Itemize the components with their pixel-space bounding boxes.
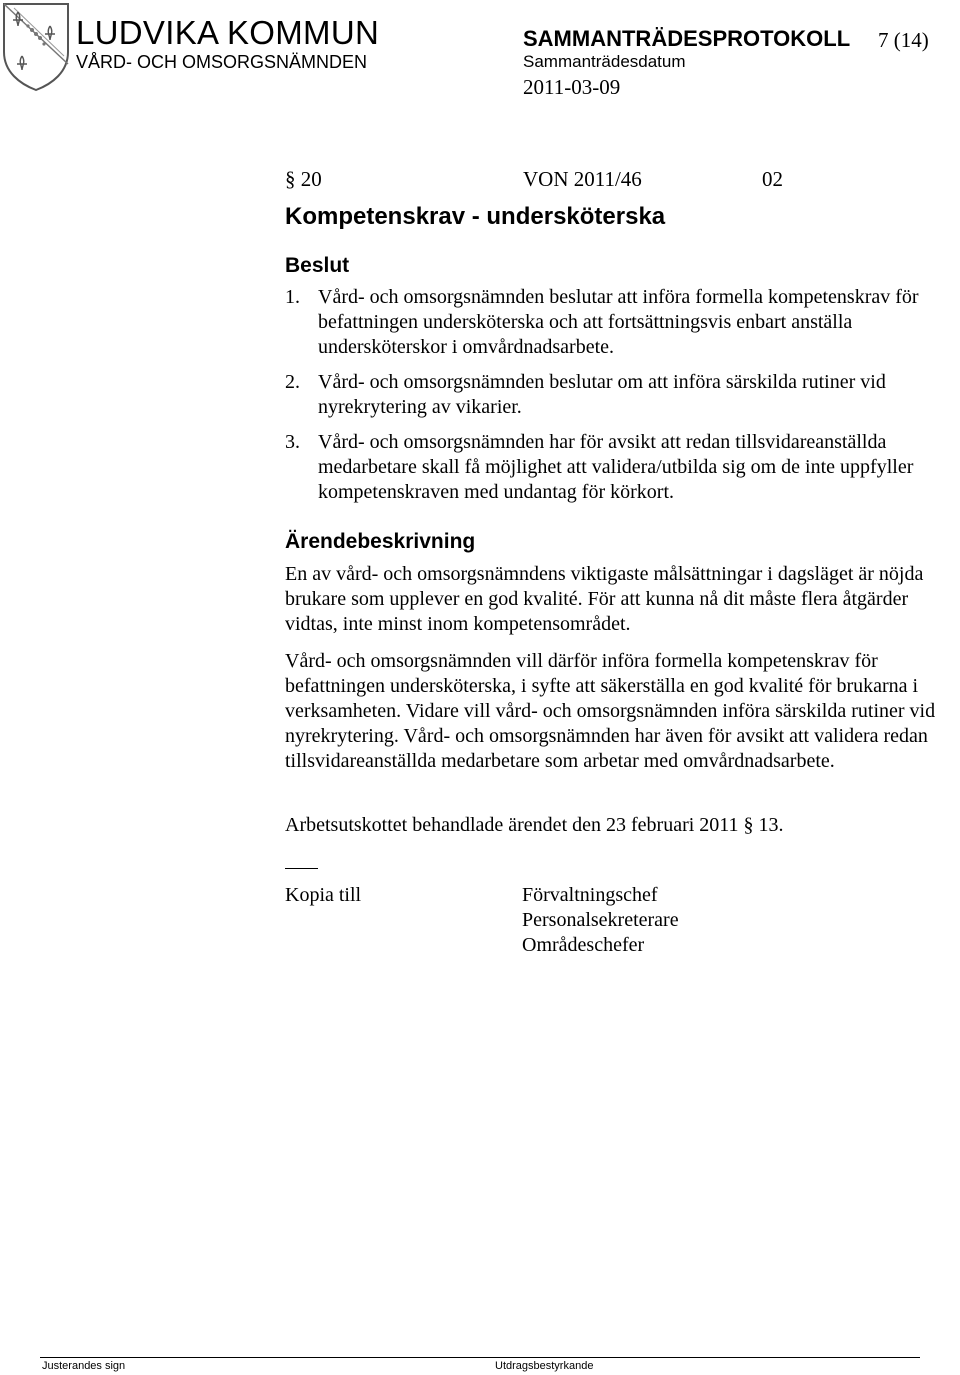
decision-number: 3. bbox=[285, 431, 300, 453]
case-reference: VON 2011/46 bbox=[523, 167, 642, 191]
decision-heading: Beslut bbox=[285, 254, 350, 277]
case-description-paragraph: En av vård- och omsorgsnämndens viktigaste målsättningar i dagsläget är nöjda brukare som upplever en god kvalité. För att kunna nå dit måste flera åtgärder vidtas, inte minst inom kompetensområdet. bbox=[285, 563, 924, 635]
separator-line bbox=[285, 868, 318, 869]
copy-recipient: Förvaltningschef bbox=[522, 884, 658, 906]
page-number: 7 (14) bbox=[878, 28, 929, 52]
municipality-coat-of-arms-logo bbox=[0, 0, 72, 92]
decision-text: Vård- och omsorgsnämnden har för avsikt att redan tillsvidareanställda medarbetare skall få möjlighet att validera/utbilda sig om de inte uppfyller kompetenskraven med undantag för körkort. bbox=[318, 431, 914, 503]
decision-list bbox=[285, 285, 945, 515]
decision-number: 1. bbox=[285, 286, 300, 308]
decision-item bbox=[285, 430, 945, 505]
paragraph-number: § 20 bbox=[285, 167, 322, 191]
organization-name: LUDVIKA KOMMUN bbox=[76, 14, 380, 51]
document-type: SAMMANTRÄDESPROTOKOLL bbox=[523, 26, 851, 51]
page-title: Kompetenskrav - undersköterska bbox=[285, 203, 666, 230]
copy-recipient: Personalsekreterare bbox=[522, 909, 679, 931]
meeting-date: 2011-03-09 bbox=[523, 75, 621, 99]
decision-number: 2. bbox=[285, 371, 300, 393]
meeting-date-label: Sammanträdesdatum bbox=[523, 52, 686, 71]
copy-to-label: Kopia till bbox=[285, 884, 362, 906]
decision-text: Vård- och omsorgsnämnden beslutar att införa formella kompetenskrav för befattningen undersköterska och att fortsättningsvis enbart anställa undersköterskor i omvårdnadsarbete. bbox=[318, 286, 919, 358]
department-name: VÅRD- OCH OMSORGSNÄMNDEN bbox=[76, 52, 368, 72]
footer-signature-label: Justerandes sign bbox=[42, 1360, 126, 1372]
case-description-paragraph: Arbetsutskottet behandlade ärendet den 23 februari 2011 § 13. bbox=[285, 814, 784, 836]
decision-item bbox=[285, 370, 945, 420]
decision-text: Vård- och omsorgsnämnden beslutar om att införa särskilda rutiner vid nyrekrytering av vikarier. bbox=[318, 371, 886, 418]
copy-recipient: Områdeschefer bbox=[522, 934, 645, 956]
case-description-heading: Ärendebeskrivning bbox=[285, 530, 476, 553]
decision-item bbox=[285, 285, 945, 360]
case-description-paragraph: Vård- och omsorgsnämnden vill därför införa formella kompetenskrav för befattningen undersköterska, i syfte att säkerställa en god kvalité för brukarna i verksamheten. Vidare vill vård- och omsorgsnämnden införa särskilda rutiner vid nyrekrytering. Vård- och omsorgsnämnden har även för avsikt att validera redan tillsvidareanställda medarbetare som arbetar med omvårdnadsarbete. bbox=[285, 650, 936, 772]
copy-recipient-list bbox=[522, 883, 679, 958]
footer-divider bbox=[40, 1357, 920, 1358]
case-code: 02 bbox=[762, 167, 783, 191]
footer-extract-label: Utdragsbestyrkande bbox=[495, 1360, 594, 1372]
